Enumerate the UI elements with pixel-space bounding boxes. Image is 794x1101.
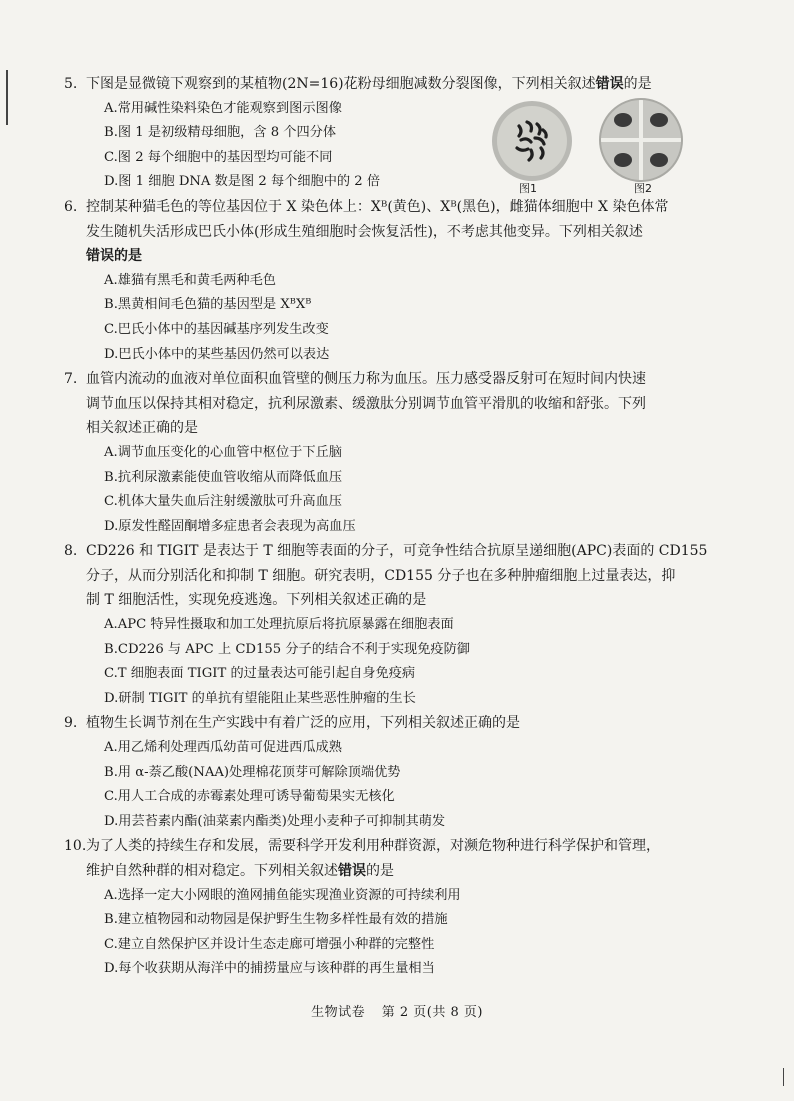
question-number: 7. bbox=[64, 371, 78, 388]
option-d: D.每个收获期从海洋中的捕捞量应与该种群的再生量相当 bbox=[104, 961, 435, 977]
option-b: B.图 1 是初级精母细胞，含 8 个四分体 bbox=[104, 125, 337, 141]
question-10 bbox=[64, 834, 726, 982]
question-number: 5. bbox=[64, 76, 78, 92]
stem-line: 发生随机失活形成巴氏小体(形成生殖细胞时会恢复活性)，不考虑其他变异。下列相关叙述 bbox=[86, 223, 643, 240]
question-5 bbox=[64, 72, 726, 195]
page-footer bbox=[0, 1001, 794, 1020]
footer-page-number: 第 2 页(共 8 页) bbox=[381, 1005, 483, 1020]
option-d: D.用芸苔素内酯(油菜素内酯类)处理小麦种子可抑制其萌发 bbox=[104, 813, 446, 829]
question-stem bbox=[64, 367, 726, 392]
question-number: 9. bbox=[64, 715, 78, 732]
option-c: C.机体大量失血后注射缓激肽可升高血压 bbox=[104, 494, 342, 510]
micrograph-figures bbox=[491, 100, 681, 200]
question-number: 10. bbox=[64, 838, 87, 855]
question-7 bbox=[64, 367, 726, 539]
footer-subject: 生物试卷 bbox=[311, 1005, 366, 1020]
stem-line: 下图是显微镜下观察到的某植物(2N=16)花粉母细胞减数分裂图像，下列相关叙述错误的是 bbox=[86, 76, 652, 92]
option-d: D.原发性醛固酮增多症患者会表现为高血压 bbox=[104, 518, 356, 534]
stem-line: 植物生长调节剂在生产实践中有着广泛的应用，下列相关叙述正确的是 bbox=[86, 715, 520, 732]
option-d: D.图 1 细胞 DNA 数是图 2 每个细胞中的 2 倍 bbox=[104, 174, 381, 190]
question-number: 8. bbox=[64, 543, 78, 560]
figure-2-label: 图2 bbox=[634, 182, 652, 195]
option-c: C.巴氏小体中的基因碱基序列发生改变 bbox=[104, 321, 329, 337]
stem-line: 为了人类的持续生存和发展，需要科学开发利用种群资源，对濒危物种进行科学保护和管理， bbox=[86, 838, 660, 855]
question-stem bbox=[64, 72, 726, 97]
stem-line: 分子，从而分别活化和抑制 T 细胞。研究表明，CD155 分子也在多种肿瘤细胞上过量表达，抑 bbox=[86, 567, 676, 584]
option-a: A.雄猫有黑毛和黄毛两种毛色 bbox=[104, 272, 276, 288]
figure-2-image bbox=[599, 98, 683, 182]
option-a: A.调节血压变化的心血管中枢位于下丘脑 bbox=[104, 444, 342, 460]
figure-1-image bbox=[491, 100, 573, 182]
option-b: B.抗利尿激素能使血管收缩从而降低血压 bbox=[104, 469, 343, 485]
option-d: D.研制 TIGIT 的单抗有望能阻止某些恶性肿瘤的生长 bbox=[104, 690, 416, 706]
question-8 bbox=[64, 539, 726, 711]
scan-edge-mark bbox=[783, 1068, 784, 1086]
option-list bbox=[86, 97, 466, 195]
option-a: A.选择一定大小网眼的渔网捕鱼能实现渔业资源的可持续利用 bbox=[104, 887, 461, 903]
option-b: B.CD226 与 APC 上 CD155 分子的结合不利于实现免疫防御 bbox=[104, 641, 470, 657]
option-b: B.建立植物园和动物园是保护野生生物多样性最有效的措施 bbox=[104, 912, 448, 928]
stem-line: CD226 和 TIGIT 是表达于 T 细胞等表面的分子，可竞争性结合抗原呈递细胞(APC)表面的 CD155 bbox=[86, 543, 708, 560]
question-stem bbox=[64, 711, 726, 736]
question-list bbox=[64, 72, 726, 982]
stem-line: 调节血压以保持其相对稳定，抗利尿激素、缓激肽分别调节血管平滑肌的收缩和舒张。下列 bbox=[86, 395, 646, 412]
option-a: A.常用碱性染料染色才能观察到图示图像 bbox=[104, 100, 342, 116]
option-a: A.用乙烯利处理西瓜幼苗可促进西瓜成熟 bbox=[104, 740, 342, 756]
figure-1-label: 图1 bbox=[519, 182, 537, 195]
question-stem bbox=[64, 539, 726, 564]
scan-edge-mark bbox=[6, 70, 8, 125]
stem-line: 相关叙述正确的是 bbox=[86, 420, 198, 437]
stem-line: 错误的是 bbox=[86, 248, 142, 265]
option-b: B.用 α-萘乙酸(NAA)处理棉花顶芽可解除顶端优势 bbox=[104, 764, 401, 780]
stem-line: 维护自然种群的相对稳定。下列相关叙述错误的是 bbox=[86, 863, 394, 879]
option-c: C.图 2 每个细胞中的基因型均可能不同 bbox=[104, 149, 333, 165]
option-c: C.建立自然保护区并设计生态走廊可增强小种群的完整性 bbox=[104, 936, 435, 952]
question-stem bbox=[64, 834, 726, 859]
stem-line: 制 T 细胞活性，实现免疫逃逸。下列相关叙述正确的是 bbox=[86, 592, 427, 609]
option-b: B.黑黄相间毛色猫的基因型是 XᴮXᴮ bbox=[104, 297, 312, 313]
question-9 bbox=[64, 711, 726, 834]
stem-line: 控制某种猫毛色的等位基因位于 X 染色体上：Xᴮ(黄色)、Xᴮ(黑色)，雌猫体细胞中 X 染色体常 bbox=[86, 198, 669, 215]
stem-line: 血管内流动的血液对单位面积血管壁的侧压力称为血压。压力感受器反射可在短时间内快速 bbox=[86, 371, 646, 388]
option-c: C.T 细胞表面 TIGIT 的过量表达可能引起自身免疫病 bbox=[104, 666, 416, 682]
option-a: A.APC 特异性摄取和加工处理抗原后将抗原暴露在细胞表面 bbox=[104, 617, 454, 633]
option-d: D.巴氏小体中的某些基因仍然可以表达 bbox=[104, 346, 330, 362]
question-stem bbox=[64, 195, 726, 220]
question-number: 6. bbox=[64, 198, 78, 215]
question-6 bbox=[64, 195, 726, 367]
option-c: C.用人工合成的赤霉素处理可诱导葡萄果实无核化 bbox=[104, 789, 395, 805]
